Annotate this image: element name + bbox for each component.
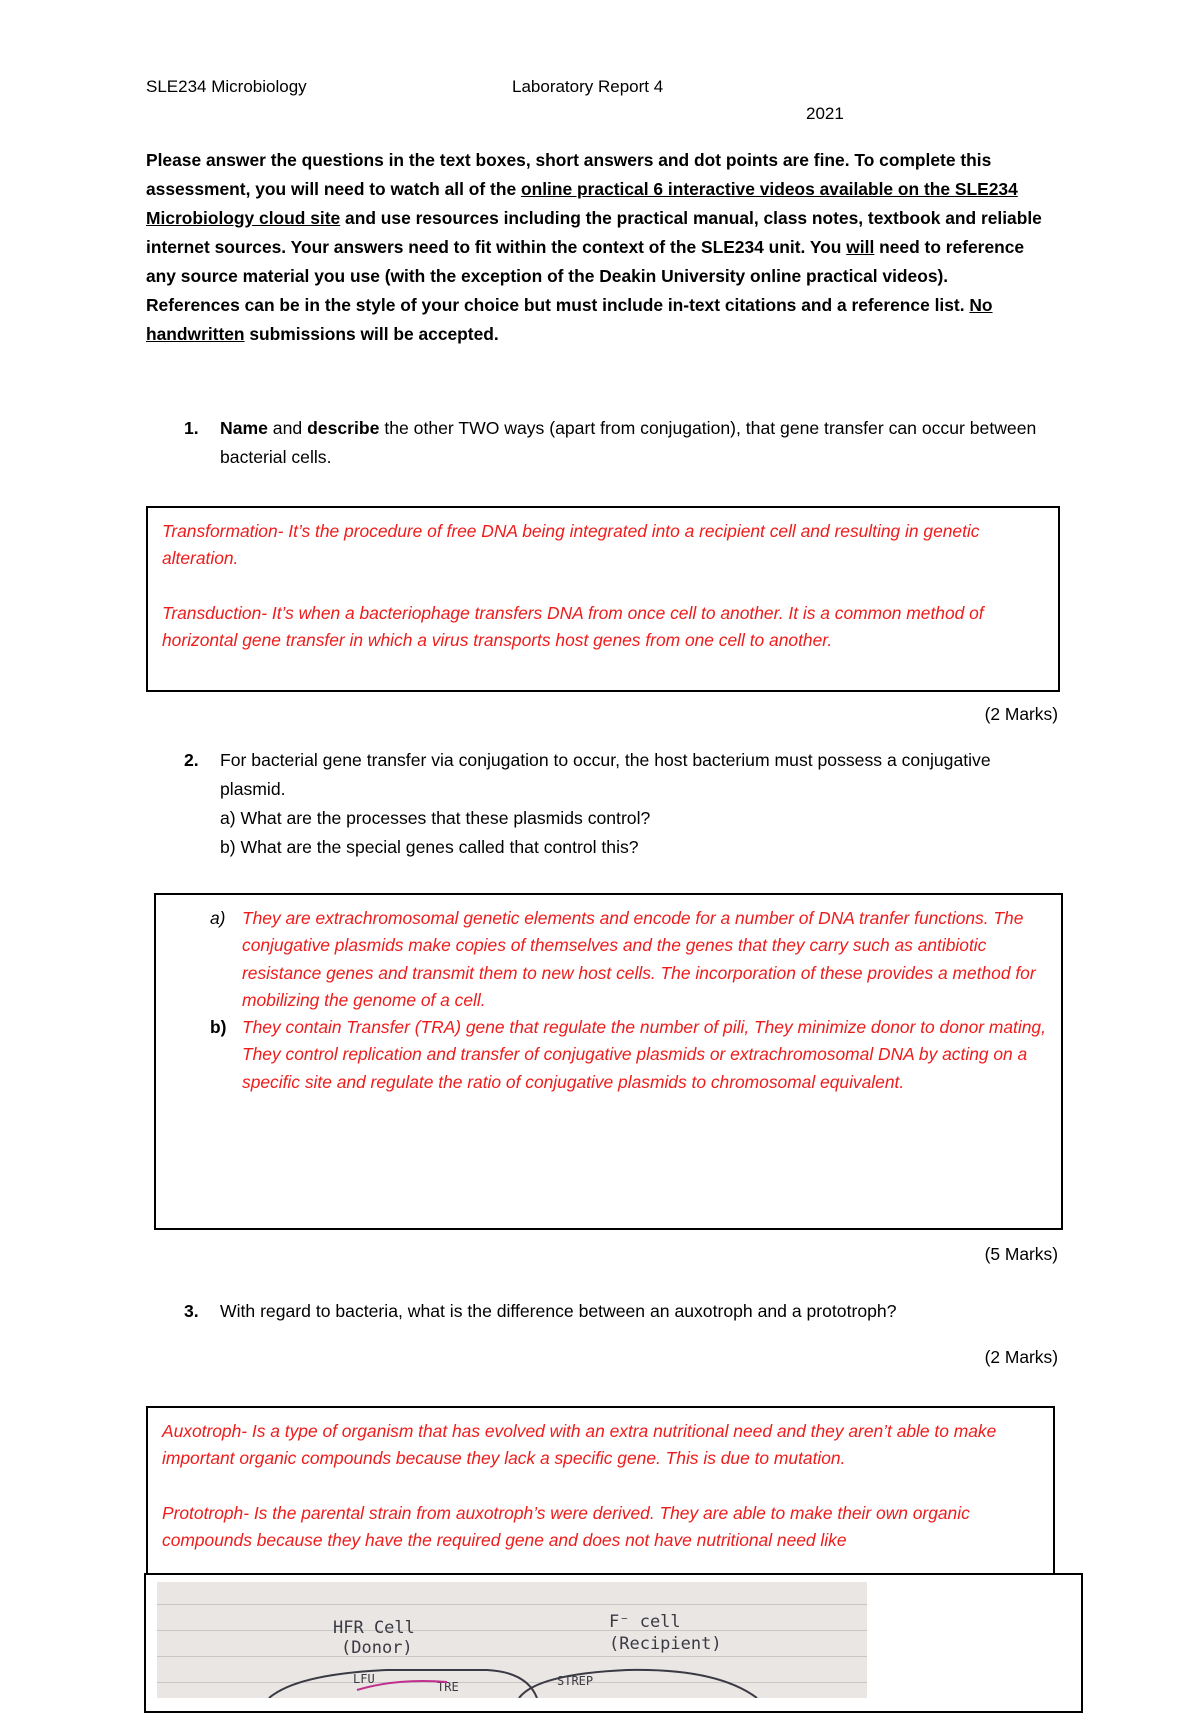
answer-box-3[interactable]	[146, 1406, 1055, 1576]
instructions-part2: and use resources including the practical manual, class notes, textbook and reliable internet sources. Your answers need to fit within the context of the SLE234 unit. You	[146, 208, 1042, 257]
report-title: Laboratory Report 4	[512, 77, 664, 96]
answer-b-item	[156, 1014, 1049, 1096]
question-2-number: 2.	[184, 750, 199, 770]
question-3-marks: (2 Marks)	[984, 1347, 1058, 1367]
q2-sub-a: a) What are the processes that these plasmids control?	[220, 808, 651, 828]
answer-transformation: Transformation- It’s the procedure of free DNA being integrated into a recipient cell and resulting in genetic alteration.	[162, 521, 980, 569]
answer-b-label: b)	[210, 1017, 227, 1038]
strep-label: STREP	[557, 1674, 594, 1688]
question-1-number: 1.	[184, 418, 199, 438]
answer-auxotroph: Auxotroph- Is a type of organism that has evolved with an extra nutritional need and they aren’t able to make important organic compounds because they lack a specific gene. This is due to mutation.	[162, 1421, 997, 1469]
diagram-photo	[157, 1582, 867, 1698]
videos-link[interactable]: online practical 6 interactive videos available on the SLE234 Microbiology cloud site	[146, 179, 1018, 228]
answer-b-text: They contain Transfer (TRA) gene that regulate the number of pili, They minimize donor to donor mating, They control replication and transfer of conjugative plasmids or extrachromosomal DNA by acting on a specific site and regulate the ratio of conjugative plasmids to chromosomal equivalent.	[242, 1017, 1046, 1092]
report-year: 2021	[806, 104, 844, 123]
will-emphasis: will	[846, 237, 875, 257]
q1-and: and	[267, 418, 308, 438]
answer-a-label: a)	[210, 908, 226, 928]
q2-sub-b: b) What are the special genes called that control this?	[220, 837, 639, 857]
course-title: SLE234 Microbiology	[146, 77, 307, 96]
recipient-label: (Recipient)	[609, 1634, 722, 1654]
question-1-marks: (2 Marks)	[984, 704, 1058, 724]
answer-transduction: Transduction- It’s when a bacteriophage transfers DNA from once cell to another. It is a common method of horizontal gene transfer in which a virus transports host genes from one cell to another.	[162, 602, 984, 650]
describe-keyword: describe	[307, 418, 380, 438]
question-2-marks: (5 Marks)	[984, 1244, 1058, 1264]
q2-text: For bacterial gene transfer via conjugation to occur, the host bacterium must possess a conjugative plasmid.	[220, 750, 991, 799]
instructions-part3: need to reference any source material you use (with the exception of the Deakin University online practical videos). References can be in the style of your choice but must include in-text citations and a reference list.	[146, 237, 1025, 315]
answer-box-2[interactable]	[154, 893, 1063, 1230]
q3-text: With regard to bacteria, what is the difference between an auxotroph and a prototroph?	[220, 1301, 897, 1321]
no-handwritten-emphasis: No handwritten	[146, 295, 993, 344]
tre-label: TRE	[437, 1680, 459, 1694]
instructions-part4: submissions will be accepted.	[244, 324, 499, 344]
answer-prototroph: Prototroph- Is the parental strain from auxotroph’s were derived. They are able to make their own organic compounds because they have the required gene and does not have nutritional need like	[162, 1502, 970, 1550]
answer-a-item	[156, 905, 1049, 1014]
diagram-drawing	[157, 1582, 867, 1698]
answer-a-text: They are extrachromosomal genetic elements and encode for a number of DNA tranfer functions. The conjugative plasmids make copies of themselves and the genes that they carry such as antibiotic resistance genes and transmit them to new host cells. The incorporation of these provides a method for mobilizing the genome of a cell.	[242, 908, 1036, 1010]
lfu-label: LFU	[353, 1672, 375, 1686]
name-keyword: Name	[220, 418, 268, 438]
f-cell-label: F⁻ cell	[609, 1612, 681, 1632]
hfr-cell-label: HFR Cell	[333, 1618, 415, 1638]
instructions-part1: Please answer the questions in the text boxes, short answers and dot points are fine. To complete this assessment, you will need to watch all of the	[146, 150, 992, 199]
donor-label: (Donor)	[341, 1638, 413, 1658]
answer-box-1[interactable]	[146, 506, 1060, 692]
instructions	[146, 146, 1046, 349]
q1-text: the other TWO ways (apart from conjugation), that gene transfer can occur between bacterial cells.	[220, 418, 1037, 467]
question-3-number: 3.	[184, 1301, 199, 1321]
